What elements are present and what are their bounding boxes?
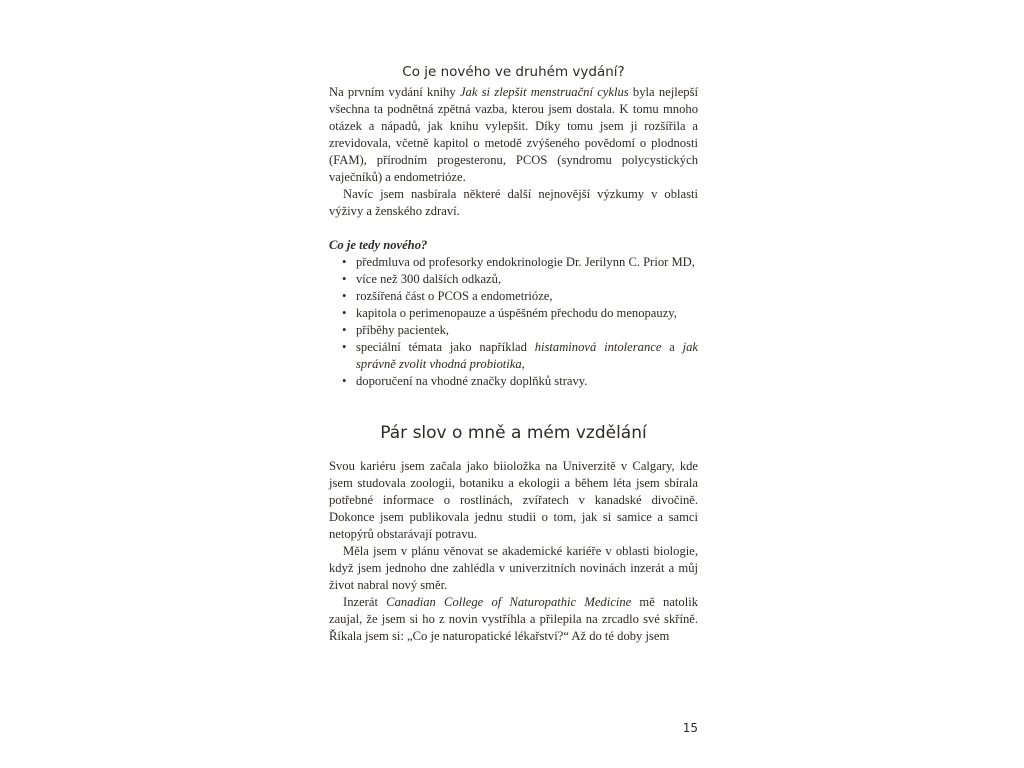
bullet-icon: • (342, 340, 347, 354)
list-item-text: příběhy pacientek, (356, 323, 450, 337)
bullet-icon: • (342, 255, 347, 269)
list-item-text: předmluva od profesorky endokrinologie Dr. Jerilynn C. Prior MD, (356, 255, 695, 269)
text-run: Na prvním vydání knihy (329, 85, 460, 99)
text-run: byla nejlepší všechna ta podnětná zpětná vazba, kterou jsem dostala. K tomu mnoho otázek a nápadů, jak knihu vylepšit. Díky tomu jsem ji rozšířila a zrevidovala, včetně kapitol o metodě zvýšeného povědomí o plodnosti (FAM), přírodním progesteronu, PCOS (syndromu polycystických vaječníků) a endometrióze. (329, 85, 698, 184)
list-item (329, 373, 698, 390)
list-item (329, 271, 698, 288)
bullet-icon: • (342, 323, 347, 337)
bullet-icon: • (342, 374, 347, 388)
new-features-list (329, 254, 698, 390)
text-run: mě natolik zaujal, že jsem si ho z novin vystříhla a přilepila na zrcadlo své skříně. Říkala jsem si: „Co je naturopatické lékařství?“ Až do té doby jsem (329, 595, 698, 643)
paragraph: Svou kariéru jsem začala jako biioložka na Univerzitě v Calgary, kde jsem studovala zoologii, botaniku a ekologii a během léta jsem sbírala potřebné informace o rostlinách, zvířatech v kanadské divočině. Dokonce jsem publikovala jednu studii o tom, jak si samice a samci netopýrů obstarávají potravu. (329, 459, 698, 541)
section-new-edition (329, 62, 698, 390)
text-run: histaminová intolerance (534, 340, 662, 354)
text-run: a (661, 340, 683, 354)
list-item (329, 305, 698, 322)
list-item (329, 254, 698, 271)
college-name: Canadian College of Naturopathic Medicine (386, 595, 632, 609)
subheading: Co je tedy nového? (329, 238, 428, 252)
section-about-me (329, 422, 698, 645)
paragraph: Navíc jsem nasbírala některé další nejnovější výzkumy v oblasti výživy a ženského zdraví. (329, 187, 698, 218)
section-title-new-edition: Co je nového ve druhém vydání? (402, 64, 625, 80)
list-item-text: doporučení na vhodné značky doplňků stravy. (356, 374, 588, 388)
list-item (329, 339, 698, 373)
list-item (329, 322, 698, 339)
text-run: Inzerát (343, 595, 387, 609)
list-item-text: kapitola o perimenopauze a úspěšném přechodu do menopauzy, (356, 306, 677, 320)
page-number: 15 (682, 721, 698, 735)
bullet-icon: • (342, 289, 347, 303)
section-title-about-me: Pár slov o mně a mém vzdělání (380, 423, 647, 443)
list-item-text: více než 300 dalších odkazů, (356, 272, 502, 286)
paragraph: Měla jsem v plánu věnovat se akademické kariéře v oblasti biologie, když jsem jednoho dne zahlédla v univerzitních novinách inzerát a můj život nabral nový směr. (329, 544, 698, 592)
list-item (329, 288, 698, 305)
bullet-icon: • (342, 306, 347, 320)
text-run: speciální témata jako například (356, 340, 535, 354)
paragraph (329, 84, 698, 186)
text-run: jak správně zvolit vhodná probiotika, (356, 340, 698, 371)
section-body (329, 458, 698, 645)
bullet-icon: • (342, 272, 347, 286)
list-item-text: rozšířená část o PCOS a endometrióze, (356, 289, 553, 303)
book-title: Jak si zlepšit menstruační cyklus (459, 85, 629, 99)
paragraph (329, 594, 698, 645)
